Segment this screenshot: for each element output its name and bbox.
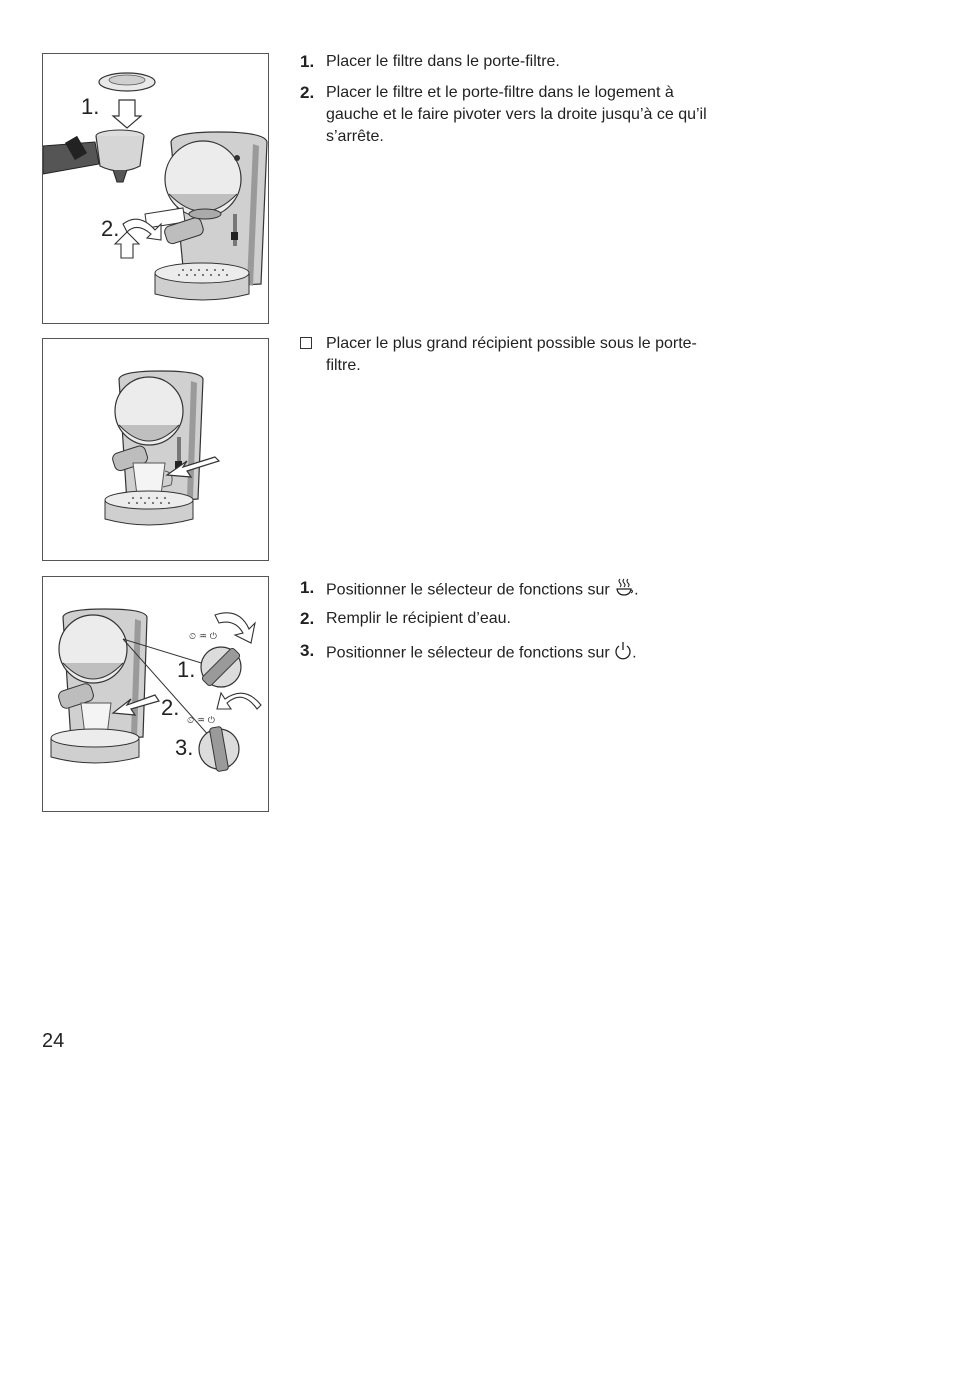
- figure-label-2: 2.: [101, 216, 120, 241]
- figure-label-1: 1.: [81, 94, 100, 119]
- power-icon: [614, 640, 632, 667]
- figure-function-selector: [42, 576, 269, 812]
- svg-text:⏲ ♒ ⏻: ⏲ ♒ ⏻: [187, 716, 215, 726]
- step-text: Remplir le récipient d’eau.: [326, 610, 511, 627]
- step-text: Placer le filtre et le porte-filtre dans le logement à gauche et le faire pivoter vers la droite jusqu’à ce qu’il s’arrête.: [326, 84, 707, 145]
- bullet-text: Placer le plus grand récipient possible sous le porte-filtre.: [326, 335, 697, 374]
- steam-cup-icon: [614, 577, 634, 604]
- figure-label-3: 3.: [175, 735, 194, 760]
- step-number: 1.: [300, 52, 315, 71]
- step-text-wrap: [326, 577, 726, 604]
- figure-label-1: 1.: [177, 657, 196, 682]
- step-text-wrap: [326, 640, 726, 667]
- figure-container-placement: [42, 338, 269, 561]
- step-number: 2.: [300, 83, 315, 102]
- checkbox-bullet-icon: [300, 337, 312, 349]
- figure-label-2: 2.: [161, 695, 180, 720]
- svg-text:⏲ ♒ ⏻: ⏲ ♒ ⏻: [189, 632, 217, 642]
- step-number: 2.: [300, 609, 315, 628]
- page-number: 24: [42, 1030, 65, 1052]
- step-suffix: .: [634, 581, 639, 599]
- step-number: 3.: [300, 641, 315, 660]
- step-text: Positionner le sélecteur de fonctions sur: [326, 644, 610, 662]
- step-suffix: .: [632, 644, 637, 662]
- step-number: 1.: [300, 578, 315, 597]
- figure-filter-insert: [42, 53, 269, 324]
- step-text: Positionner le sélecteur de fonctions sur: [326, 581, 610, 599]
- step-text: Placer le filtre dans le porte-filtre.: [326, 53, 560, 70]
